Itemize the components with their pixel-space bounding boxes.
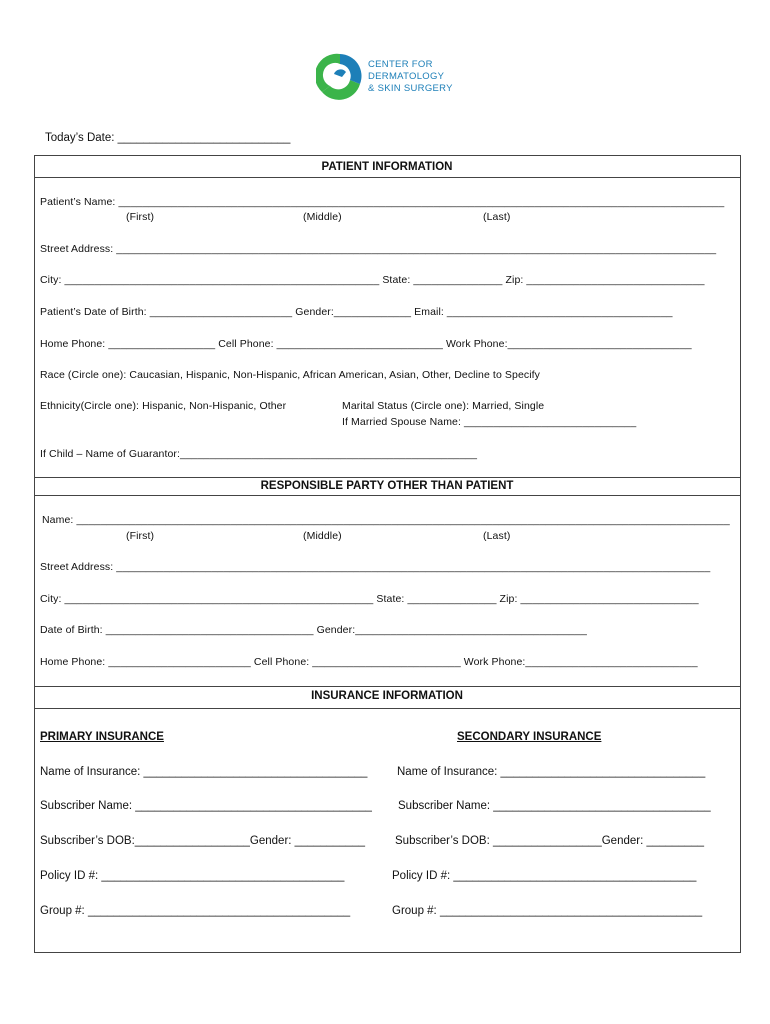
patient-phones-field[interactable]: Home Phone: __________________ Cell Phone: ____________________________ Work Phone:_______________________________ — [40, 338, 692, 350]
responsible-name-field[interactable]: Name: ______________________________________________________________________________________________________________ — [42, 514, 730, 526]
divider — [34, 708, 741, 709]
patient-race-field[interactable]: Race (Circle one): Caucasian, Hispanic, Non-Hispanic, African American, Asian, Other, Decline to Specify — [40, 369, 541, 381]
section-title-insurance: INSURANCE INFORMATION — [311, 690, 463, 702]
primary-insurance-title: PRIMARY INSURANCE — [40, 731, 164, 743]
name-middle-caption: (Middle) — [303, 211, 342, 223]
logo-line-1: CENTER FOR — [368, 59, 433, 70]
responsible-dob-gender-field[interactable]: Date of Birth: ___________________________________ Gender:_______________________________________ — [40, 624, 587, 636]
logo — [316, 50, 456, 108]
secondary-insurance-title: SECONDARY INSURANCE — [457, 731, 602, 743]
divider — [34, 686, 741, 687]
patient-spouse-field[interactable]: If Married Spouse Name: _____________________________ — [342, 416, 637, 428]
divider — [34, 477, 741, 478]
secondary-subscriber-name-field[interactable]: Subscriber Name: __________________________________ — [398, 800, 711, 812]
name-last-caption: (Last) — [483, 530, 511, 542]
divider — [34, 495, 741, 496]
secondary-policy-id-field[interactable]: Policy ID #: ______________________________________ — [392, 870, 697, 882]
patient-street-field[interactable]: Street Address: _____________________________________________________________________________________________________ — [40, 243, 717, 255]
section-title-responsible: RESPONSIBLE PARTY OTHER THAN PATIENT — [260, 480, 514, 492]
todays-date-field[interactable]: Today’s Date: ___________________________ — [45, 132, 291, 144]
swirl-logo-icon — [316, 50, 364, 104]
logo-line-3: & SKIN SURGERY — [368, 83, 453, 94]
name-middle-caption: (Middle) — [303, 530, 342, 542]
patient-dob-gender-email-field[interactable]: Patient’s Date of Birth: ________________________ Gender:_____________ Email: ______________________________________ — [40, 306, 673, 318]
responsible-city-state-zip-field[interactable]: City: ____________________________________________________ State: _______________ Zip: ______________________________ — [40, 593, 699, 605]
secondary-group-number-field[interactable]: Group #: _________________________________________ — [392, 905, 703, 917]
responsible-phones-field[interactable]: Home Phone: ________________________ Cell Phone: _________________________ Work Phone:_____________________________ — [40, 656, 698, 668]
primary-insurance-name-field[interactable]: Name of Insurance: ___________________________________ — [40, 766, 368, 778]
secondary-subscriber-dob-gender-field[interactable]: Subscriber’s DOB: _________________Gender: _________ — [395, 835, 705, 847]
patient-city-state-zip-field[interactable]: City: _____________________________________________________ State: _______________ Zip: ______________________________ — [40, 274, 705, 286]
patient-name-field[interactable]: Patient’s Name: ______________________________________________________________________________________________________ — [40, 196, 725, 208]
patient-ethnicity-field[interactable]: Ethnicity(Circle one): Hispanic, Non-Hispanic, Other — [40, 400, 287, 412]
divider — [34, 177, 741, 178]
section-title-patient: PATIENT INFORMATION — [321, 161, 453, 173]
primary-subscriber-name-field[interactable]: Subscriber Name: _____________________________________ — [40, 800, 372, 812]
primary-policy-id-field[interactable]: Policy ID #: ______________________________________ — [40, 870, 345, 882]
patient-guarantor-field[interactable]: If Child – Name of Guarantor:__________________________________________________ — [40, 448, 478, 460]
patient-marital-field[interactable]: Marital Status (Circle one): Married, Single — [342, 400, 545, 412]
logo-line-2: DERMATOLOGY — [368, 71, 445, 82]
primary-group-number-field[interactable]: Group #: _________________________________________ — [40, 905, 351, 917]
responsible-street-field[interactable]: Street Address: ____________________________________________________________________________________________________ — [40, 561, 711, 573]
secondary-insurance-name-field[interactable]: Name of Insurance: ________________________________ — [397, 766, 706, 778]
name-first-caption: (First) — [126, 530, 155, 542]
name-first-caption: (First) — [126, 211, 155, 223]
name-last-caption: (Last) — [483, 211, 511, 223]
primary-subscriber-dob-gender-field[interactable]: Subscriber’s DOB:__________________Gender: ___________ — [40, 835, 366, 847]
